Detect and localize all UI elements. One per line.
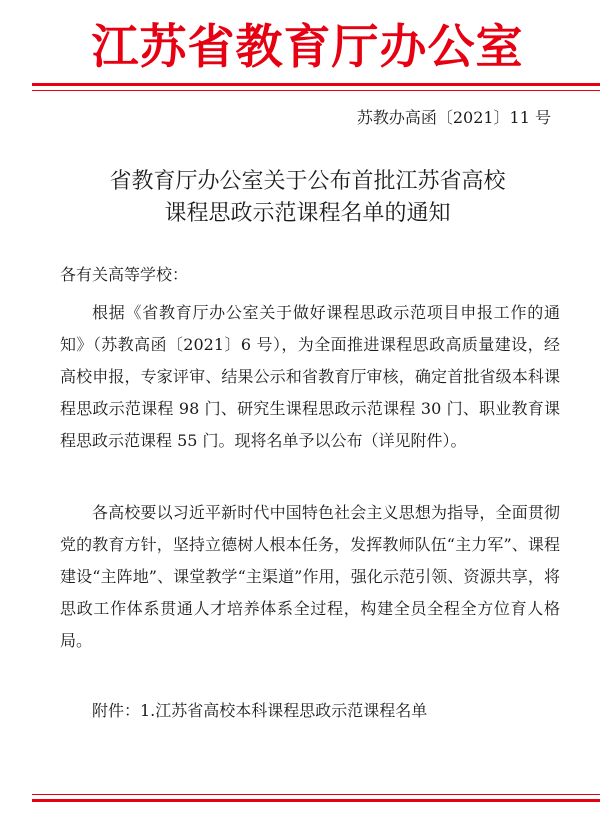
header-divider-thin — [32, 90, 600, 91]
document-title-line-2: 课程思政示范课程名单的通知 — [164, 201, 451, 226]
footer-divider-thick — [32, 799, 600, 802]
document-header-title: 江苏省教育厅办公室 — [91, 20, 524, 75]
header-divider-thick — [32, 83, 600, 86]
document-number: 苏教办高函〔2021〕11 号 — [356, 108, 551, 127]
footer-divider-thin — [32, 794, 600, 795]
body-paragraph-2: 各高校要以习近平新时代中国特色社会主义思想为指导，全面贯彻党的教育方针，坚持立德树人根本任务，发挥教师队伍“主力军”、课程建设“主阵地”、课堂教学“主渠道”作用，强化示范引领、资源共享，将思政工作体系贯通人才培养体系全过程，构建全员全程全方位育人格局。 — [60, 503, 560, 650]
attachment-item: 附件：1.江苏省高校本科课程思政示范课程名单 — [92, 701, 428, 720]
body-paragraph-1: 根据《省教育厅办公室关于做好课程思政示范项目申报工作的通知》（苏教高函〔2021〕6 号），为全面推进课程思政高质量建设，经高校申报，专家评审、结果公示和省教育厅审核，确定首批省级本科课程思政示范课程 98 门、研究生课程思政示范课程 30 门、职业教育课程思政示范课程 55 门。现将名单予以公布（详见附件）。 — [60, 303, 560, 450]
document-title-line-1: 省教育厅办公室关于公布首批江苏省高校 — [109, 169, 506, 194]
salutation: 各有关高等学校： — [60, 265, 189, 284]
